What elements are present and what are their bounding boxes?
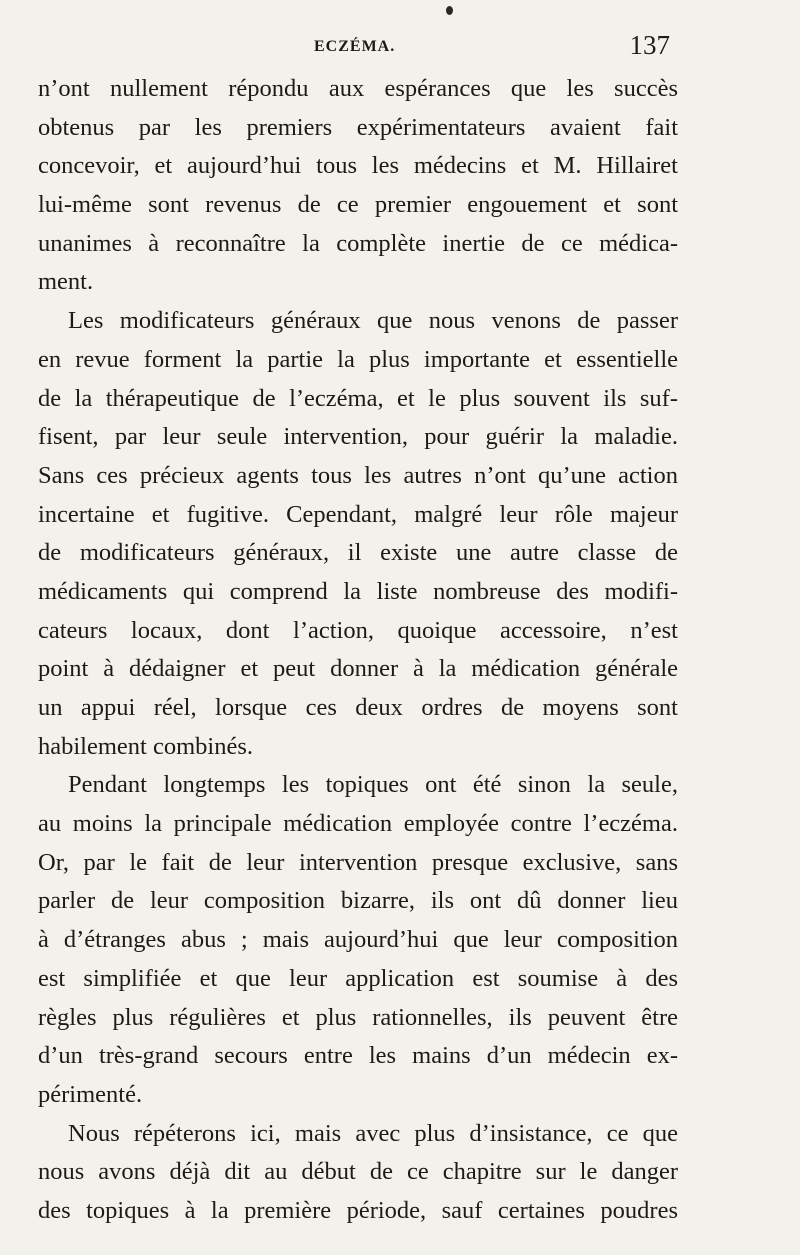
text-line: de la thérapeutique de l’eczéma, et le plus souvent ils suf- xyxy=(38,384,678,412)
text-line: lui-même sont revenus de ce premier engouement et sont xyxy=(38,191,678,219)
text-line: parler de leur composition bizarre, ils ont dû donner lieu xyxy=(38,887,678,915)
text-line: Les modificateurs généraux que nous venons de passer xyxy=(68,307,678,335)
text-line: fisent, par leur seule intervention, pour guérir la maladie. xyxy=(38,423,678,451)
page-header xyxy=(0,30,800,66)
text-line: un appui réel, lorsque ces deux ordres de moyens sont xyxy=(38,694,678,721)
text-line: Or, par le fait de leur intervention presque exclusive, sans xyxy=(38,848,678,876)
text-line: point à dédaigner et peut donner à la médication générale xyxy=(38,655,678,683)
running-title: ECZÉMA. xyxy=(314,38,396,55)
text-line: à d’étranges abus ; mais aujourd’hui que leur composition xyxy=(38,926,678,954)
text-line: nous avons déjà dit au début de ce chapitre sur le danger xyxy=(38,1158,678,1186)
text-line: n’ont nullement répondu aux espérances que les succès xyxy=(38,75,678,102)
body-text xyxy=(38,70,678,1231)
text-line: concevoir, et aujourd’hui tous les médecins et M. Hillairet xyxy=(38,152,678,180)
text-line: des topiques à la première période, sauf certaines poudres xyxy=(38,1196,678,1224)
text-line: d’un très-grand secours entre les mains d’un médecin ex- xyxy=(38,1042,678,1070)
text-line: cateurs locaux, dont l’action, quoique accessoire, n’est xyxy=(38,616,678,644)
text-line: est simplifiée et que leur application est soumise à des xyxy=(38,964,678,992)
text-line: incertaine et fugitive. Cependant, malgré leur rôle majeur xyxy=(38,500,678,528)
page-number: 137 xyxy=(629,30,670,60)
text-line: périmenté. xyxy=(38,1080,143,1108)
text-line: Sans ces précieux agents tous les autres n’ont qu’une action xyxy=(38,461,678,489)
text-line: unanimes à reconnaître la complète inertie de ce médica- xyxy=(38,229,678,257)
text-line: ment. xyxy=(38,268,94,296)
text-line: au moins la principale médication employée contre l’eczéma. xyxy=(38,810,678,838)
ink-speck xyxy=(446,6,453,15)
text-line: règles plus régulières et plus rationnelles, ils peuvent être xyxy=(38,1003,678,1031)
text-line: obtenus par les premiers expérimentateurs avaient fait xyxy=(38,113,678,141)
text-line: Pendant longtemps les topiques ont été sinon la seule, xyxy=(68,771,678,799)
text-line: en revue forment la partie la plus importante et essentielle xyxy=(38,345,678,373)
text-line: médicaments qui comprend la liste nombreuse des modifi- xyxy=(38,577,678,605)
text-line: habilement combinés. xyxy=(38,732,253,760)
text-line: Nous répéterons ici, mais avec plus d’insistance, ce que xyxy=(68,1119,678,1147)
text-line: de modificateurs généraux, il existe une autre classe de xyxy=(38,539,678,567)
